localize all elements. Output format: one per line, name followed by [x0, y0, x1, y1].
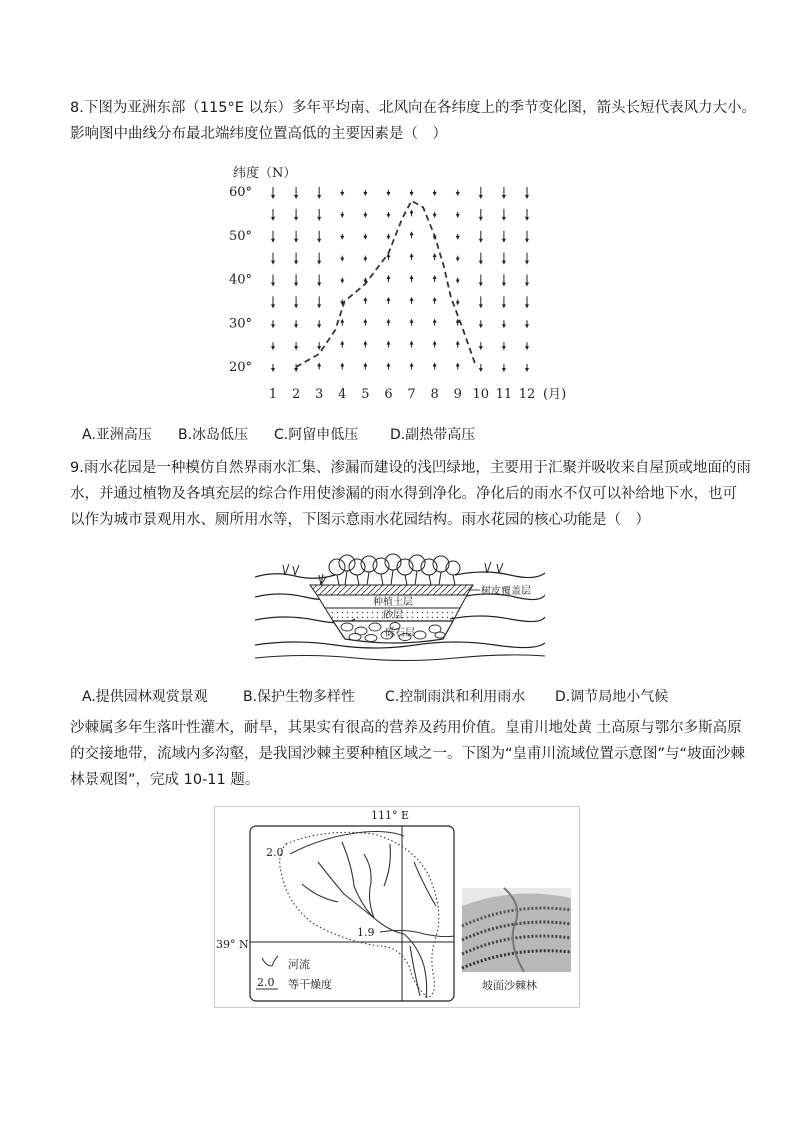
wind-arrow-head: [340, 341, 344, 345]
x-tick-11: 11: [495, 387, 513, 402]
q8-option-b[interactable]: B.冰岛低压: [178, 427, 249, 443]
wind-arrow-head: [317, 217, 321, 221]
ground-line-2: [455, 572, 545, 578]
legend-river-label: 河流: [288, 958, 310, 971]
wind-arrow-head: [502, 304, 506, 308]
wind-arrow-head: [271, 261, 275, 265]
wind-arrow-head: [317, 261, 321, 265]
x-tick-6: 6: [384, 387, 393, 402]
wind-arrow-head: [363, 236, 367, 240]
q8-stem-line1: 8.下图为亚洲东部（115°E 以东）多年平均南、北风向在各纬度上的季节变化图，箭头长短代表风力大小。: [70, 100, 757, 116]
x-tick-4: 4: [338, 387, 347, 402]
wind-arrow-head: [410, 275, 414, 279]
wind-arrow-head: [317, 239, 321, 243]
wind-arrow-head: [317, 363, 321, 367]
y-tick-labels: [229, 185, 252, 375]
label-soil: 种植土层: [373, 597, 413, 608]
wind-arrow-head: [433, 341, 437, 345]
wind-arrow-head: [386, 236, 390, 240]
legend-iso-label: 等干燥度: [288, 978, 332, 991]
wind-arrow-head: [479, 324, 483, 328]
wind-arrow-head: [294, 195, 298, 199]
wind-arrow-head: [317, 324, 321, 328]
q9-stem-line1: 9.雨水花园是一种模仿自然界雨水汇集、渗漏而建设的浅凹绿地，主要用于汇聚并吸收来自屋顶或地面的雨: [70, 460, 751, 476]
x-tick-8: 8: [430, 387, 439, 402]
wind-arrow-head: [502, 195, 506, 199]
wind-arrow-head: [479, 304, 483, 308]
wind-arrow-head: [271, 239, 275, 243]
wind-arrow-head: [294, 304, 298, 308]
wind-arrow-head: [479, 261, 483, 265]
x-tick-9: 9: [453, 387, 462, 402]
wind-arrow-head: [502, 261, 506, 265]
wind-arrow-head: [317, 346, 321, 350]
q9-option-b[interactable]: B.保护生物多样性: [243, 689, 356, 705]
wind-arrow-head: [386, 214, 390, 218]
wind-arrow-head: [410, 297, 414, 301]
y-tick-50°: 50°: [229, 228, 253, 244]
wind-arrow-head: [271, 195, 275, 199]
wind-arrow-head: [294, 346, 298, 350]
wind-arrow-head: [502, 368, 506, 372]
wind-arrow-head: [363, 192, 367, 196]
lat-label: 39° N: [216, 938, 249, 951]
wind-arrow-head: [271, 324, 275, 328]
slope-seabuckthorn-photo: [462, 888, 571, 972]
q9-option-a[interactable]: A.提供园林观赏景观: [82, 689, 208, 705]
wind-arrow-head: [479, 368, 483, 372]
lon-label: 111° E: [371, 809, 410, 822]
wind-arrow-head: [525, 283, 529, 287]
y-tick-60°: 60°: [229, 185, 253, 200]
wind-arrow-head: [433, 192, 437, 196]
wind-arrow-head: [386, 341, 390, 345]
wind-arrow-head: [294, 217, 298, 221]
iso-label-2-0: 2.0: [266, 846, 284, 859]
y-tick-20°: 20°: [229, 360, 253, 375]
chart-ylabel: 纬度（N）: [233, 166, 297, 181]
chart-xlabel: (月): [543, 387, 567, 402]
wind-arrow-head: [456, 280, 460, 284]
x-tick-5: 5: [361, 387, 370, 402]
x-tick-1: 1: [268, 387, 278, 402]
wind-arrow-head: [340, 214, 344, 218]
wind-arrow-head: [271, 217, 275, 221]
wind-arrow-head: [433, 214, 437, 218]
wind-arrow-head: [294, 324, 298, 328]
wind-arrow-head: [479, 239, 483, 243]
q9-stem-line2: 水，并通过植物及各填充层的综合作用使渗漏的雨水得到净化。净化后的雨水不仅可以补给地下水，也可: [70, 486, 737, 502]
wind-arrow-head: [456, 214, 460, 218]
wind-arrow-head: [410, 363, 414, 367]
wind-arrow-head: [294, 261, 298, 265]
wind-arrow-head: [502, 217, 506, 221]
wind-arrow-head: [456, 363, 460, 367]
wind-arrow-head: [386, 275, 390, 279]
wind-arrow-head: [502, 346, 506, 350]
wind-arrow-head: [502, 324, 506, 328]
wind-arrow-head: [340, 280, 344, 284]
wind-arrow-head: [410, 231, 414, 235]
wind-arrow-head: [271, 283, 275, 287]
wind-arrow-head: [386, 192, 390, 196]
wind-arrow-head: [502, 283, 506, 287]
q9-option-d[interactable]: D.调节局地小气候: [555, 689, 669, 705]
wind-arrows: [271, 187, 529, 372]
wind-arrow-head: [525, 217, 529, 221]
wind-arrow-head: [340, 236, 344, 240]
q8-option-c[interactable]: C.阿留申低压: [274, 427, 359, 443]
x-tick-labels: [269, 387, 535, 402]
x-tick-12: 12: [518, 387, 536, 402]
q9-stem-line3: 以作为城市景观用水、厕所用水等，下图示意雨水花园结构。雨水花园的核心功能是（ ）: [70, 512, 650, 528]
wind-arrow-head: [502, 239, 506, 243]
q8-option-a[interactable]: A.亚洲高压: [82, 427, 152, 443]
wind-arrow-head: [340, 363, 344, 367]
wind-arrow-head: [317, 195, 321, 199]
q8-stem-line2: 影响图中曲线分布最北端纬度位置高低的主要因素是（ ）: [70, 126, 447, 142]
q10-stem-line3: 林景观图”，完成 10-11 题。: [70, 772, 260, 788]
q9-options: [82, 686, 668, 706]
wind-arrow-head: [456, 258, 460, 262]
wind-arrow-head: [433, 319, 437, 323]
y-tick-30°: 30°: [229, 316, 253, 332]
wind-arrow-head: [433, 275, 437, 279]
wind-arrow-head: [363, 214, 367, 218]
label-gravel: 砾石层: [385, 628, 415, 639]
wind-arrow-head: [525, 195, 529, 199]
wind-arrow-head: [410, 341, 414, 345]
wind-arrow-head: [363, 319, 367, 323]
wind-arrow-head: [271, 346, 275, 350]
wind-arrow-head: [456, 192, 460, 196]
wind-arrow-head: [479, 195, 483, 199]
q8-options: [82, 424, 475, 444]
label-sand: 砂层: [383, 610, 403, 621]
plants: [283, 554, 503, 585]
wind-arrow-head: [410, 209, 414, 213]
wind-arrow-head: [525, 368, 529, 372]
wind-arrow-head: [386, 297, 390, 301]
iso-label-1-9: 1.9: [357, 926, 375, 939]
wind-arrow-head: [433, 363, 437, 367]
legend-iso-sample: 2.0: [257, 976, 275, 989]
wind-arrow-head: [271, 304, 275, 308]
q9-option-c[interactable]: C.控制雨洪和利用雨水: [385, 689, 526, 705]
wind-arrow-head: [433, 253, 437, 257]
wind-arrow-head: [340, 192, 344, 196]
photo-caption: 坡面沙棘林: [482, 979, 537, 992]
wind-arrow-head: [525, 239, 529, 243]
wind-arrow-head: [479, 346, 483, 350]
wind-arrow-head: [317, 283, 321, 287]
q8-option-d[interactable]: D.副热带高压: [390, 427, 476, 443]
rain-garden-diagram: [255, 545, 545, 665]
huangfu-river-map: [214, 806, 580, 1008]
wind-arrow-head: [340, 319, 344, 323]
wind-arrow-head: [525, 346, 529, 350]
x-tick-2: 2: [291, 387, 301, 402]
wind-arrow-head: [456, 341, 460, 345]
wind-arrow-head: [386, 319, 390, 323]
wind-latitude-chart: [225, 160, 585, 405]
wind-arrow-head: [410, 192, 414, 196]
wind-arrow-head: [294, 283, 298, 287]
q10-stem-line1: 沙棘属多年生落叶性灌木，耐旱，其果实有很高的营养及药用价值。皇甫川地处黄 土高原与鄂尔多斯高原: [70, 720, 742, 736]
wind-arrow-head: [525, 261, 529, 265]
x-tick-3: 3: [315, 387, 324, 402]
wind-arrow-head: [433, 297, 437, 301]
wind-arrow-head: [363, 258, 367, 262]
wind-arrow-head: [456, 301, 460, 305]
x-tick-7: 7: [407, 387, 416, 402]
wind-arrow-head: [317, 304, 321, 308]
wind-arrow-head: [386, 363, 390, 367]
wind-arrow-head: [294, 368, 298, 372]
latitude-curve: [296, 201, 476, 367]
bark-layer: [310, 585, 473, 595]
wind-arrow-head: [479, 283, 483, 287]
wind-arrow-head: [410, 253, 414, 257]
y-tick-40°: 40°: [229, 272, 253, 288]
ground-line-6: [450, 616, 545, 622]
wind-arrow-head: [525, 304, 529, 308]
wind-arrow-head: [363, 341, 367, 345]
wind-arrow-head: [525, 324, 529, 328]
wind-arrow-head: [271, 368, 275, 372]
ground-line-8: [255, 655, 545, 661]
q10-stem-line2: 的交接地带，流域内多沟壑，是我国沙棘主要种植区域之一。下图为“皇甫川流域位置示意图”与“坡面沙棘: [70, 746, 746, 762]
wind-arrow-head: [363, 363, 367, 367]
label-bark: 树皮覆盖层: [481, 586, 531, 597]
wind-arrow-head: [294, 239, 298, 243]
wind-arrow-head: [363, 297, 367, 301]
wind-arrow-head: [410, 319, 414, 323]
wind-arrow-head: [479, 217, 483, 221]
x-tick-10: 10: [472, 387, 490, 402]
wind-arrow-head: [456, 236, 460, 240]
wind-arrow-head: [340, 258, 344, 262]
